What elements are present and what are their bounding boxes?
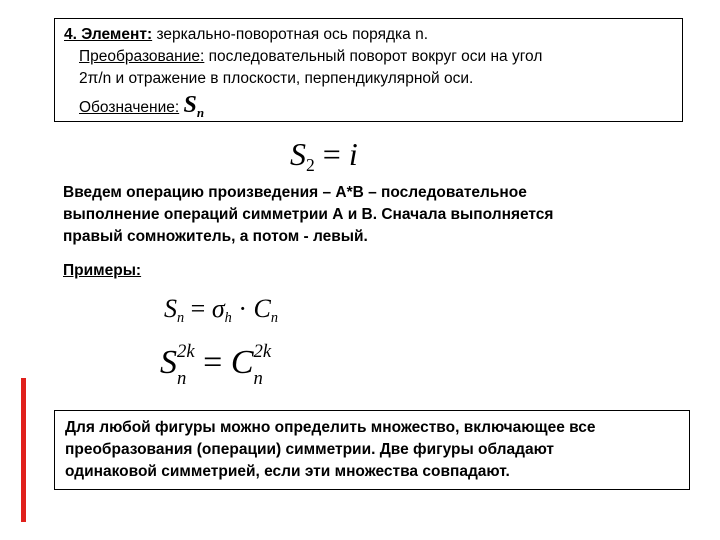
f1-c-sub: n (270, 310, 278, 326)
formula-s2-sub: 2 (306, 155, 315, 176)
f1-dot: · (238, 294, 247, 323)
intro-line-1: Введем операцию произведения – А*В – последовательное (63, 184, 527, 201)
intro-line-2: выполнение операций симметрии А и В. Сначала выполняется (63, 206, 554, 223)
formula-s2 (290, 136, 358, 176)
conclusion-box (54, 410, 690, 490)
transformation-label: Преобразование: (79, 48, 205, 65)
conclusion-line-2: преобразования (операции) симметрии. Две фигуры обладают (65, 441, 555, 458)
f2-lhs-scripts (177, 338, 195, 392)
conclusion-line-3: одинаковой симметрией, если эти множества совпадают. (65, 463, 510, 480)
notation-symbol: S (183, 92, 197, 118)
f2-lhs: S (160, 344, 177, 381)
formula-example-2 (160, 338, 271, 392)
notation-line (79, 92, 205, 122)
f2-lhs-sub: n (177, 368, 187, 390)
f1-sigma: σ (211, 294, 225, 323)
element-line (64, 25, 428, 44)
f2-eq: = (203, 344, 223, 381)
f2-c-scripts (254, 338, 272, 392)
examples-label: Примеры: (63, 262, 142, 279)
transformation-cont: 2π/n и отражение в плоскости, перпендикулярной оси. (79, 70, 474, 87)
f1-eq: = (190, 294, 206, 323)
transformation-line (79, 47, 542, 66)
notation-label: Обозначение: (79, 99, 180, 116)
f2-lhs-sup: 2k (177, 341, 195, 362)
conclusion-line-1: Для любой фигуры можно определить множество, включающее все (65, 419, 596, 436)
notation-subscript: n (196, 105, 205, 120)
accent-bar (21, 378, 26, 522)
transformation-text: последовательный поворот вокруг оси на угол (204, 48, 543, 65)
f2-c-sub: n (253, 368, 263, 390)
f1-lhs: S (164, 294, 177, 323)
element-label: 4. Элемент: (64, 26, 153, 43)
formula-s2-rhs: i (348, 136, 358, 172)
f2-c: C (230, 344, 254, 381)
f1-lhs-sub: n (177, 310, 185, 326)
f2-c-sup: 2k (253, 341, 272, 362)
formula-s2-eq: = (322, 136, 341, 172)
formula-s2-lhs: S (290, 136, 306, 172)
element-text: зеркально-поворотная ось порядка n. (152, 26, 429, 43)
intro-line-3: правый сомножитель, а потом - левый. (63, 228, 368, 245)
f1-sigma-sub: h (224, 310, 232, 326)
formula-example-1 (164, 294, 278, 327)
definition-box (54, 18, 683, 122)
f1-c: C (253, 294, 271, 323)
